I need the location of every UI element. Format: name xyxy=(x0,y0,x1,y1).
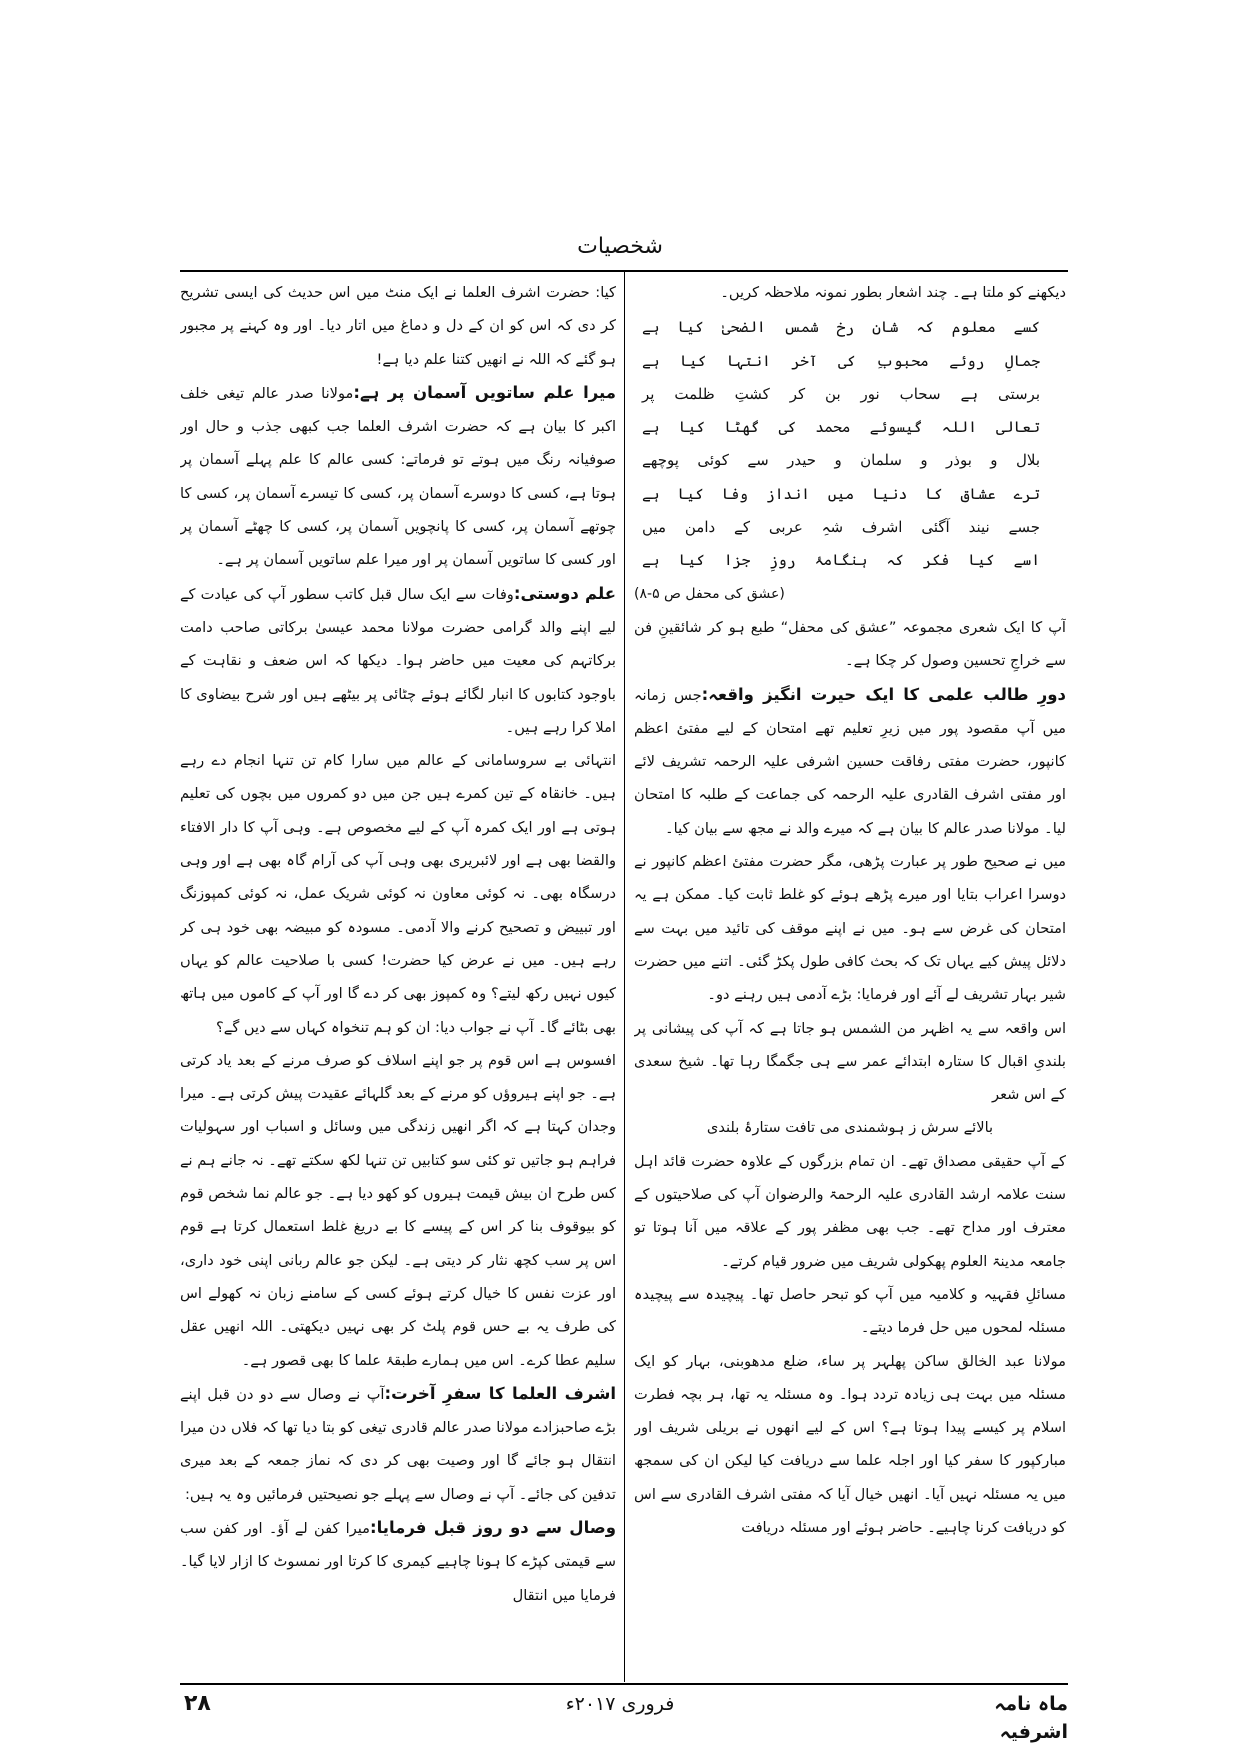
paragraph-text: آپ نے وصال سے دو دن قبل اپنے بڑے صاحبزادے مولانا صدر عالم قادری تیغی کو بتا دیا تھا کہ فلاں دن میرا انتقال ہو جائے گا اور وصیت بھی کر دی کہ نماز جمعہ کے بعد میری تدفین کی جائے۔ آپ نے وصال سے پہلے جو نصیحتیں فرمائیں وہ یہ ہیں: xyxy=(180,1385,616,1503)
paragraph: میں نے صحیح طور پر عبارت پڑھی، مگر حضرت مفتیٔ اعظم کانپور نے دوسرا اعراب بتایا اور میرے پڑھے ہوئے کو غلط ثابت کیا۔ ممکن ہے یہ امتحان کی غرض سے ہو۔ میں نے اپنے موقف کی تائید میں بہت سے دلائل پیش کیے یہاں تک کہ بحث کافی طول پکڑ گئی۔ اتنے میں حضرت شیر بہار تشریف لے آئے اور فرمایا: بڑے آدمی ہیں رہنے دو۔ xyxy=(634,853,1066,1004)
paragraph xyxy=(180,376,616,577)
right-column xyxy=(634,276,1066,1676)
paragraph xyxy=(180,577,616,744)
persian-verse: بالائے سرش ز ہوشمندی می تافت ستارۂ بلندی xyxy=(706,1119,994,1137)
issue-date: فروری ۲۰۱۷ء xyxy=(565,1693,675,1715)
page-number: ۲۸ xyxy=(184,1691,211,1716)
verse-line: جسے نیند آگئی اشرف شہِ عربی کے دامن میں xyxy=(642,518,1040,537)
paragraph: کے آپ حقیقی مصداق تھے۔ ان تمام بزرگوں کے علاوہ حضرت قائد اہل سنت علامہ ارشد القادری علیہ الرحمۃ والرضوان آپ کی صلاحیتوں کے معترف اور مداح تھے۔ جب بھی مظفر پور کے علاقہ میں آنا ہوتا تو جامعہ مدینۃ العلوم پھکولی شریف میں ضرور قیام کرتے۔ xyxy=(634,1152,1066,1270)
paragraph: انتہائی بے سروسامانی کے عالم میں سارا کام تن تنہا انجام دے رہے ہیں۔ خانقاہ کے تین کمرے ہیں جن میں دو کمروں میں بچوں کی تعلیم ہوتی ہے اور ایک کمرہ آپ کے لیے مخصوص ہے۔ وہی آپ کا دار الافتاء والقضا بھی ہے اور لائبریری بھی وہی آپ کی آرام گاہ بھی ہے اور وہی درسگاہ بھی۔ نہ کوئی معاون نہ کوئی شریک عمل، نہ کوئی کمپوزنگ اور تبییض و تصحیح کرنے والا آدمی۔ مسودہ کو مبیضہ بھی خود ہی کر رہے ہیں۔ میں نے عرض کیا حضرت! کسی با صلاحیت عالم کو یہاں کیوں نہیں رکھ لیتے؟ وہ کمپوز بھی کر دے گا اور آپ کے کاموں میں ہاتھ بھی بٹائے گا۔ آپ نے جواب دیا: ان کو ہم تنخواہ کہاں سے دیں گے؟ xyxy=(180,752,616,1036)
paragraph xyxy=(634,678,1066,845)
verse-intro: دیکھنے کو ملتا ہے۔ چند اشعار بطور نمونہ ملاحظہ کریں۔ xyxy=(720,284,1066,301)
section-heading: دورِ طالب علمی کا ایک حیرت انگیز واقعہ: xyxy=(701,684,1066,704)
paragraph: کیا: حضرت اشرف العلما نے ایک منٹ میں اس حدیث کی ایسی تشریح کر دی کہ اس کو ان کے دل و دماغ میں اتار دیا۔ اور وہ کہنے پر مجبور ہو گئے کہ اللہ نے انھیں کتنا علم دیا ہے! xyxy=(180,284,616,368)
column-divider xyxy=(624,272,625,1682)
left-column xyxy=(180,276,616,1676)
poem-citation: (عشق کی محفل ص ۵-۸) xyxy=(634,585,785,602)
verse-line: بلال و بوذر و سلمان و حیدر سے کوئی پوچھے xyxy=(642,451,1040,470)
paragraph xyxy=(180,1377,616,1511)
verse-line: کسے معلوم کہ شانِ رخ شمس الضحیٰ کیا ہے xyxy=(642,318,1040,337)
publication-name: ماہ نامہ اشرفیہ xyxy=(994,1693,1068,1743)
section-header: شخصیات xyxy=(577,234,663,259)
footer-rule xyxy=(180,1683,1068,1685)
paragraph: مسائلِ فقہیہ و کلامیہ میں آپ کو تبحر حاصل تھا۔ پیچیدہ سے پیچیدہ مسئلہ لمحوں میں حل فرما دیتے۔ xyxy=(634,1285,1066,1337)
paragraph-text: جس زمانہ میں آپ مقصود پور میں زیرِ تعلیم تھے امتحان کے لیے مفتیٔ اعظم کانپور، حضرت مفتی رفاقت حسین اشرفی علیہ الرحمہ تشریف لائے اور مفتی اشرف القادری علیہ الرحمہ کی جماعت کے طلبہ کا امتحان لیا۔ مولانا صدر عالم کا بیان ہے کہ میرے والد نے مجھ سے بیان کیا۔ xyxy=(634,686,1066,837)
poem xyxy=(642,311,1040,577)
verse-line: جمالِ روئے محبوبِ کی آخر انتہا کیا ہے xyxy=(642,351,1040,370)
section-heading: علم دوستی: xyxy=(513,583,616,603)
section-heading: وصال سے دو روز قبل فرمایا: xyxy=(369,1517,616,1537)
verse-line: اسے کیا فکر کہ ہنگامۂ روزِ جزا کیا ہے xyxy=(642,551,1040,570)
verse-line: ترے عشاق کا دنیا میں انداز وفا کیا ہے xyxy=(642,484,1040,503)
section-heading: میرا علم ساتویں آسمان پر ہے: xyxy=(353,382,616,402)
paragraph: اس واقعہ سے یہ اظہر من الشمس ہو جاتا ہے کہ آپ کی پیشانی پر بلندیِ اقبال کا ستارہ ابتدائے عمر سے ہی جگمگا رہا تھا۔ شیخ سعدی کے اس شعر xyxy=(634,1019,1066,1104)
paragraph xyxy=(180,1511,616,1612)
verse-line: برستی ہے سحاب نور بن کر کشتِ ظلمت پر xyxy=(642,384,1040,403)
paragraph-text: مولانا صدر عالم تیغی خلف اکبر کا بیان ہے کہ حضرت اشرف العلما جب کبھی جذب و حال اور صوفیانہ رنگ میں ہوتے تو فرماتے: کسی عالم کا علم پہلے آسمان پر ہوتا ہے، کسی کا دوسرے آسمان پر، کسی کا تیسرے آسمان پر، کسی کا چوتھے آسمان پر، کسی کا پانچویں آسمان پر، کسی کا چھٹے آسمان پر اور کسی کا ساتویں آسمان پر اور میرا علم ساتویں آسمان پر ہے۔ xyxy=(180,384,616,569)
paragraph-text: میرا کفن لے آؤ۔ اور کفن سب سے قیمتی کپڑے کا ہونا چاہیے کیمری کا کرتا اور نمسوٹ کا ازار لایا گیا۔ فرمایا میں انتقال xyxy=(180,1519,616,1604)
paragraph-text: وفات سے ایک سال قبل کاتب سطور آپ کی عیادت کے لیے اپنے والد گرامی حضرت مولانا محمد عیسیٰ برکاتی صاحب دامت برکاتہم کی معیت میں حاضر ہوا۔ دیکھا کہ اس ضعف و نقاہت کے باوجود کتابوں کا انبار لگائے ہوئے چٹائی پر بیٹھے ہیں اور شرح بیضاوی کا املا کرا رہے ہیں۔ xyxy=(180,585,616,736)
section-heading: اشرف العلما کا سفرِ آخرت: xyxy=(384,1383,616,1403)
paragraph: آپ کا ایک شعری مجموعہ ”عشق کی محفل“ طبع ہو کر شائقینِ فن سے خراجِ تحسین وصول کر چکا ہے۔ xyxy=(634,618,1066,670)
paragraph: افسوس ہے اس قوم پر جو اپنے اسلاف کو صرف مرنے کے بعد یاد کرتی ہے۔ جو اپنے ہیروؤں کو مرنے کے بعد گلہائے عقیدت پیش کرتی ہے۔ میرا وجدان کہتا ہے کہ اگر انھیں زندگی میں وسائل و اسباب اور سہولیات فراہم ہو جاتیں تو کئی سو کتابیں تن تنہا لکھ سکتے تھے۔ نہ جانے ہم نے کس طرح ان بیش قیمت ہیروں کو کھو دیا ہے۔ جو عالم نما شخص قوم کو بیوقوف بنا کر اس کے پیسے کا بے دریغ غلط استعمال کرتا ہے قوم اس پر سب کچھ نثار کر دیتی ہے۔ لیکن جو عالم ربانی اپنی خود داری، اور عزت نفس کا خیال کرتے ہوئے کسی کے سامنے زبان نہ کھولے اس کی طرف یہ بے حس قوم پلٹ کر بھی نہیں دیکھتی۔ اللہ انھیں عقل سلیم عطا کرے۔ اس میں ہمارے طبقۂ علما کا بھی قصور ہے۔ xyxy=(180,1051,616,1369)
verse-line: تعالی اللہ گیسوئے محمد کی گھٹا کیا ہے xyxy=(642,418,1040,437)
paragraph: مولانا عبد الخالق ساکن پھلہر پر ساء، ضلع مدھوبنی، بہار کو ایک مسئلہ میں بہت ہی زیادہ تردد ہوا۔ وہ مسئلہ یہ تھا، ہر بچہ فطرت اسلام پر کیسے پیدا ہوتا ہے؟ اس کے لیے انھوں نے بریلی شریف اور مبارکپور کا سفر کیا اور اجلہ علما سے دریافت کیا لیکن ان کی سمجھ میں یہ مسئلہ نہیں آیا۔ انھیں خیال آیا کہ مفتی اشرف القادری سے اس کو دریافت کرنا چاہیے۔ حاضر ہوئے اور مسئلہ دریافت xyxy=(634,1352,1066,1536)
